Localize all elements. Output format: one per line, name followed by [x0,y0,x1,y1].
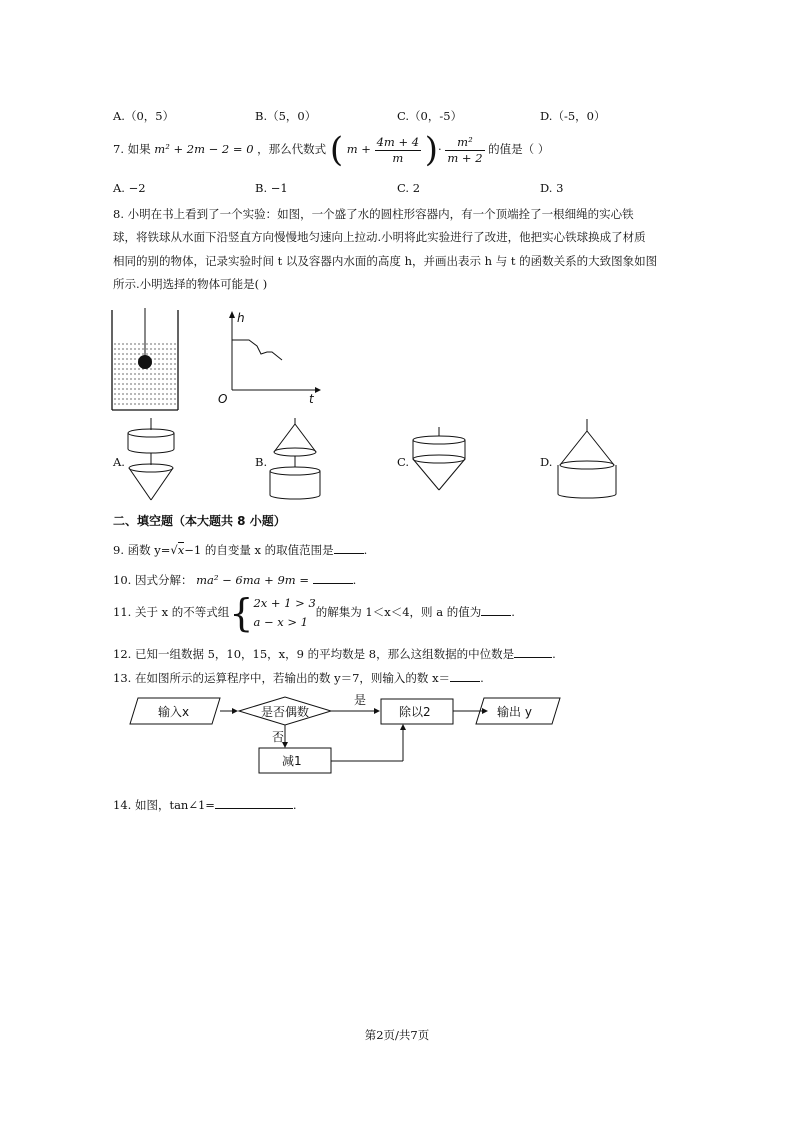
q13-answer-blank[interactable] [450,669,480,682]
q12-answer-blank[interactable] [514,645,552,658]
q8-line-3: 相同的别的物体，记录实验时间 t 以及容器内水面的高度 h，并画出表示 h 与 t 的函数关系的大致图象如图 [113,254,658,268]
q7-fraction-1 [375,135,422,166]
q14-period: . [292,798,297,812]
q7-option-b: B. −1 [255,181,288,195]
flowchart [130,692,570,776]
q7-frac1-numerator: 4m + 4 [376,134,420,149]
container-figure [108,308,183,412]
right-paren: ) [424,130,439,170]
q9-radicand: x [177,543,185,557]
q7-frac1-denominator: m [392,150,404,165]
q7-option-a: A. −2 [113,181,146,195]
q13-text: 13. 在如图所示的运算程序中，若输出的数 y＝7，则输入的数 x＝ [113,671,451,685]
q13 [113,669,484,686]
flow-yes-label: 是 [354,693,367,707]
q10 [113,571,356,588]
q11-period: . [511,605,515,619]
q7-frac2-denominator: m + 2 [447,150,483,165]
q10-prefix: 10. 因式分解： [113,573,193,587]
section-2-heading: 二、填空题（本大题共 8 小题） [113,514,286,528]
graph-t-label: t [309,392,314,406]
q7-frac2-numerator: m² [445,135,484,151]
q11-prefix: 11. 关于 x 的不等式组 [113,605,230,619]
q7-stem: 7. 如果 m² + 2m − 2 = 0 ，那么代数式 ( m + $\frac{4m + 4}{m}$ )· $\frac{\text{m²}}{m + 2}$ 的值是（ ） [113,130,550,170]
q7-middle-text: ，那么代数式 [257,142,327,156]
q12 [113,645,556,662]
q14-answer-blank[interactable] [215,796,293,809]
q6-option-d: D.（-5，0） [540,109,606,123]
flow-divide-label: 除以2 [399,705,431,719]
sqrt-symbol: √ [170,543,178,557]
flow-output-label: 输出 y [497,705,532,719]
graph-origin-label: O [218,392,228,406]
q11 [113,591,515,635]
q6-option-c: C.（0，-5） [397,109,463,123]
q8-line-4: 所示.小明选择的物体可能是( ) [113,277,268,291]
q10-period: . [352,573,357,587]
q7-equation: m² + 2m − 2 = 0 [154,142,254,156]
q8-option-a-label: A. [113,455,125,469]
iron-ball-icon [138,355,152,369]
option-b-figure [266,418,326,504]
q12-period: . [552,647,556,661]
q13-period: . [480,671,484,685]
inequality-system [253,594,315,632]
option-d-figure [554,419,624,501]
q8-option-d-label: D. [540,455,553,469]
flow-input-label: 输入x [158,705,190,719]
q10-expression: ma² − 6ma + 9m = [196,573,309,587]
q9-period: . [363,543,368,557]
q7-option-c: C. 2 [397,181,421,195]
q12-text: 12. 已知一组数据 5，10，15，x，9 的平均数是 8，那么这组数据的中位数是 [113,647,515,661]
system-brace: { [229,591,254,635]
flow-decision-label: 是否偶数 [261,705,310,719]
q9 [113,541,367,558]
graph-h-label: h [237,311,245,325]
left-paren: ( [329,130,344,170]
q14-text: 14. 如图，tan∠1= [113,798,215,812]
ht-graph [212,310,322,406]
q9-answer-blank[interactable] [334,541,364,554]
q8-line-2: 球，将铁球从水面下沿竖直方向慢慢地匀速向上拉动.小明将此实验进行了改进，他把实心铁球换成了材质 [113,230,646,244]
q8-option-c-label: C. [397,455,410,469]
q11-answer-blank[interactable] [481,603,511,616]
q6-option-b: B.（5，0） [255,109,317,123]
q6-option-a: A.（0，5） [113,109,175,123]
q8-line-1: 8. 小明在书上看到了一个实验：如图，一个盛了水的圆柱形容器内，有一个顶端拴了一根细绳的实心铁 [113,207,634,221]
flow-no-label: 否 [272,730,285,744]
q14 [113,796,297,813]
q11-text: 的解集为 1＜x＜4，则 a 的值为 [315,605,482,619]
inequality-1: 2x + 1 > 3 [253,596,316,610]
q7-fraction-2 [445,135,484,166]
inequality-2: a − x > 1 [253,615,308,629]
page-footer: 第2页/共7页 [364,1028,430,1042]
q10-answer-blank[interactable] [313,571,353,584]
q7-option-d: D. 3 [540,181,564,195]
q7-number: 7. 如果 [113,142,151,156]
option-a-figure [122,418,182,504]
q7-tail: 的值是（ ） [488,142,550,156]
q7-var-m: m [346,142,358,156]
option-c-figure [409,427,473,495]
q9-prefix: 9. 函数 y= [113,543,171,557]
q9-text: −1 的自变量 x 的取值范围是 [184,543,334,557]
q8-option-b-label: B. [255,455,268,469]
flow-minus-label: 减1 [282,754,302,768]
